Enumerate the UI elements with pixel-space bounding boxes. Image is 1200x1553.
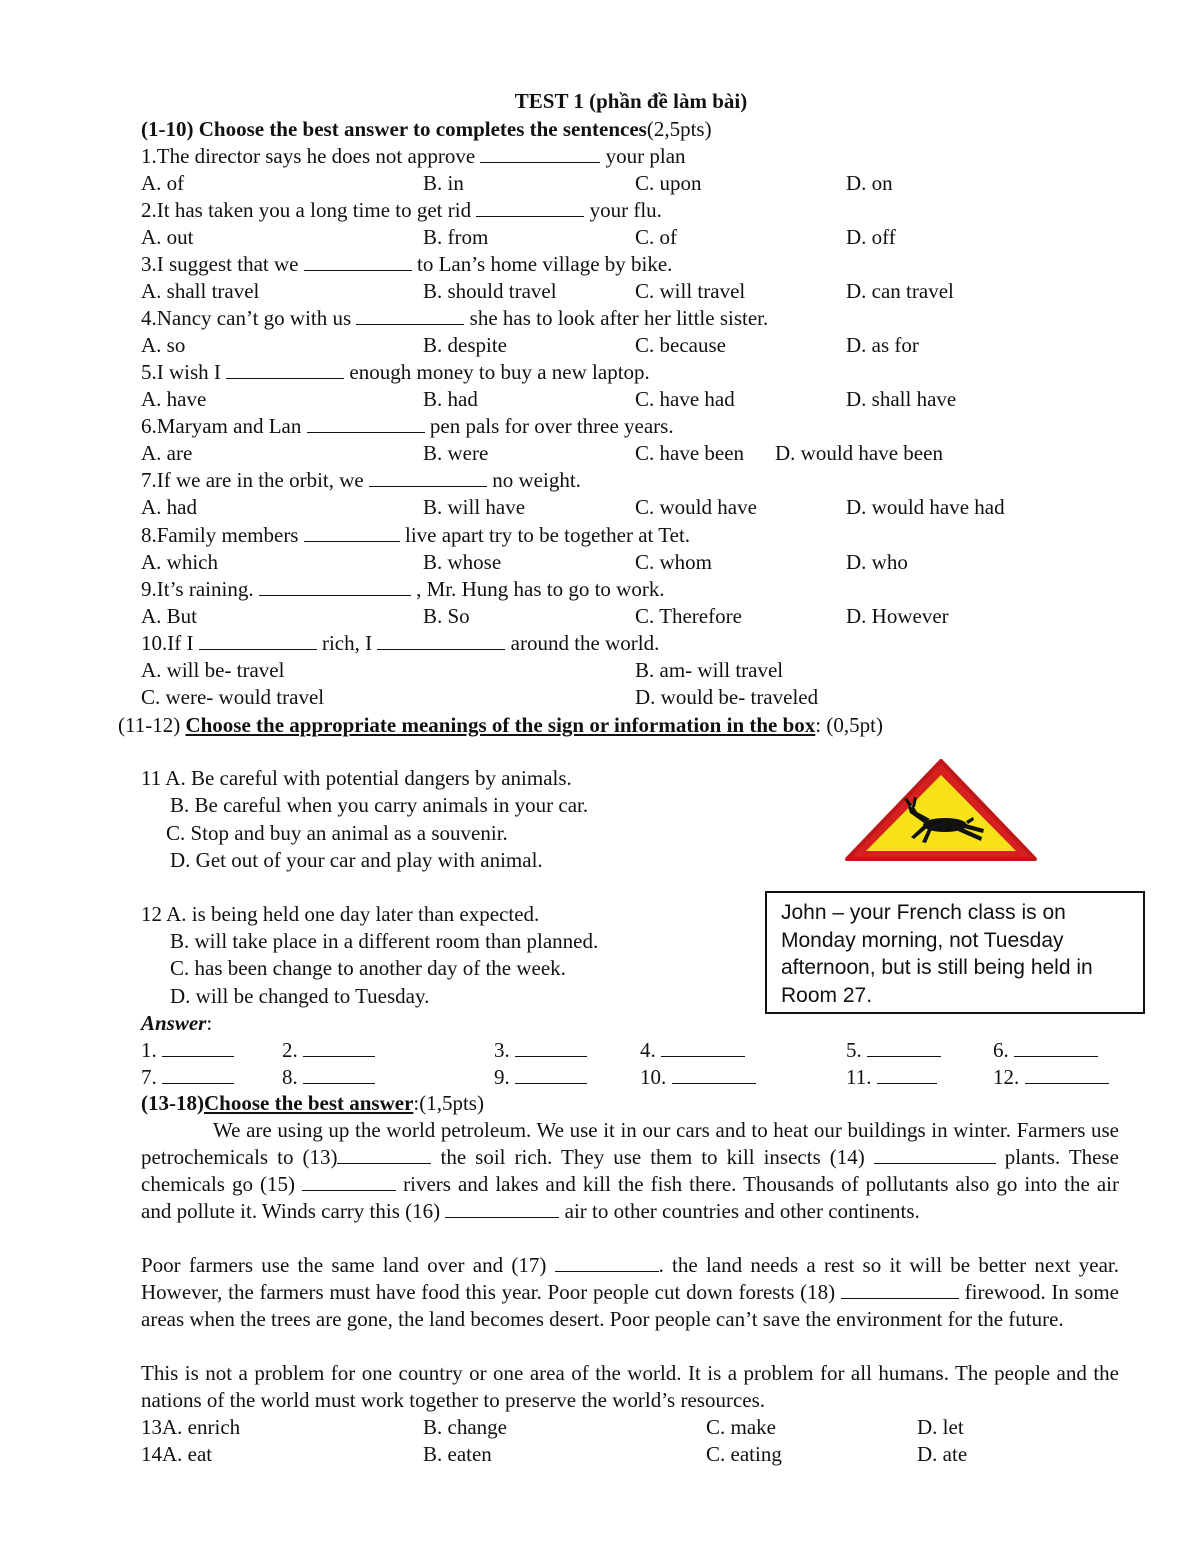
q10-option-a[interactable]: A. will be- travel	[141, 658, 285, 682]
q12-option-a[interactable]: 12 A. is being held one day later than expected.	[141, 902, 540, 926]
notice-box	[765, 891, 1145, 1014]
question-2: 2.It has taken you a long time to get rid your flu.	[141, 198, 662, 222]
q13-option-a[interactable]: 13A. enrich	[141, 1415, 241, 1439]
answer-slot-7[interactable]: 7.	[141, 1064, 234, 1091]
page-title: TEST 1 (phần đề làm bài)	[514, 89, 748, 113]
q6-option-a[interactable]: A. are	[141, 441, 193, 465]
q6-option-b[interactable]: B. were	[423, 441, 489, 465]
notice-line: Monday morning, not Tuesday	[781, 928, 1064, 952]
answer-slot-11[interactable]: 11.	[846, 1064, 937, 1091]
q11-option-a[interactable]: 11 A. Be careful with potential dangers by animals.	[141, 766, 572, 790]
q4-option-d[interactable]: D. as for	[846, 333, 919, 357]
q12-option-d[interactable]: D. will be changed to Tuesday.	[170, 984, 430, 1008]
q14-option-a[interactable]: 14A. eat	[141, 1442, 213, 1466]
q13-option-b[interactable]: B. change	[423, 1415, 507, 1439]
q13-option-d[interactable]: D. let	[917, 1415, 964, 1439]
q3-option-d[interactable]: D. can travel	[846, 279, 954, 303]
section1-heading: (1-10) Choose the best answer to completes the sentences(2,5pts)	[141, 117, 712, 141]
q11-option-b[interactable]: B. Be careful when you carry animals in your car.	[170, 793, 589, 817]
q2-option-d[interactable]: D. off	[846, 225, 896, 249]
answer-slot-4[interactable]: 4.	[640, 1037, 745, 1064]
q5-option-b[interactable]: B. had	[423, 387, 478, 411]
q5-option-c[interactable]: C. have had	[635, 387, 735, 411]
q13-option-c[interactable]: C. make	[706, 1415, 776, 1439]
q9-option-a[interactable]: A. But	[141, 604, 198, 628]
q2-option-b[interactable]: B. from	[423, 225, 489, 249]
answer-label: Answer:	[141, 1011, 213, 1035]
q1-option-a[interactable]: A. of	[141, 171, 185, 195]
q2-option-a[interactable]: A. out	[141, 225, 194, 249]
answer-slot-9[interactable]: 9.	[494, 1064, 587, 1091]
q4-option-a[interactable]: A. so	[141, 333, 186, 357]
q6-option-d[interactable]: D. would have been	[775, 441, 943, 465]
q11-option-d[interactable]: D. Get out of your car and play with animal.	[170, 848, 543, 872]
q8-option-d[interactable]: D. who	[846, 550, 908, 574]
q4-option-b[interactable]: B. despite	[423, 333, 507, 357]
q7-option-d[interactable]: D. would have had	[846, 495, 1005, 519]
q9-option-b[interactable]: B. So	[423, 604, 470, 628]
notice-line: afternoon, but is still being held in	[781, 956, 1093, 979]
q11-option-c[interactable]: C. Stop and buy an animal as a souvenir.	[166, 821, 508, 845]
q10-option-d[interactable]: D. would be- traveled	[635, 685, 819, 709]
q14-option-b[interactable]: B. eaten	[423, 1442, 492, 1466]
q7-option-c[interactable]: C. would have	[635, 495, 757, 519]
answer-slot-1[interactable]: 1.	[141, 1037, 234, 1064]
q1-option-c[interactable]: C. upon	[635, 171, 702, 195]
q8-option-b[interactable]: B. whose	[423, 550, 502, 574]
question-6: 6.Maryam and Lan pen pals for over three years.	[141, 414, 674, 438]
q9-option-c[interactable]: C. Therefore	[635, 604, 742, 628]
q10-option-b[interactable]: B. am- will travel	[635, 658, 784, 682]
question-1: 1.The director says he does not approve your plan	[141, 144, 686, 168]
q14-option-c[interactable]: C. eating	[706, 1442, 782, 1466]
q3-option-a[interactable]: A. shall travel	[141, 279, 260, 303]
deer-crossing-sign-icon	[842, 755, 1040, 865]
q1-option-b[interactable]: B. in	[423, 171, 464, 195]
q8-option-a[interactable]: A. which	[141, 550, 218, 574]
q12-option-b[interactable]: B. will take place in a different room than planned.	[170, 929, 599, 953]
q10-option-c[interactable]: C. were- would travel	[141, 685, 325, 709]
q7-option-b[interactable]: B. will have	[423, 495, 526, 519]
q5-option-a[interactable]: A. have	[141, 387, 207, 411]
question-8: 8.Family members live apart try to be together at Tet.	[141, 523, 691, 547]
answer-slot-6[interactable]: 6.	[993, 1037, 1098, 1064]
q6-option-c[interactable]: C. have been	[635, 441, 745, 465]
q8-option-c[interactable]: C. whom	[635, 550, 713, 574]
passage-paragraph-2: Poor farmers use the same land over and (17) . the land needs a rest so it will be better next year. However, the farmers must have food this year. Poor people cut down forests (18) firewood. In some areas when the trees are gone, the land becomes desert. Poor people can’t save the environment for the future.	[141, 1253, 1119, 1331]
notice-line: John – your French class is on	[781, 901, 1066, 924]
question-10: 10.If I rich, I around the world.	[141, 631, 660, 655]
q1-option-d[interactable]: D. on	[846, 171, 893, 195]
q12-option-c[interactable]: C. has been change to another day of the week.	[170, 956, 566, 980]
question-9: 9.It’s raining. , Mr. Hung has to go to work.	[141, 577, 665, 601]
answer-slot-8[interactable]: 8.	[282, 1064, 375, 1091]
answer-slot-2[interactable]: 2.	[282, 1037, 375, 1064]
answer-slot-12[interactable]: 12.	[993, 1064, 1109, 1091]
q7-option-a[interactable]: A. had	[141, 495, 197, 519]
q3-option-b[interactable]: B. should travel	[423, 279, 557, 303]
q14-option-d[interactable]: D. ate	[917, 1442, 968, 1466]
q2-option-c[interactable]: C. of	[635, 225, 677, 249]
q9-option-d[interactable]: D. However	[846, 604, 949, 628]
question-4: 4.Nancy can’t go with us she has to look after her little sister.	[141, 306, 769, 330]
q4-option-c[interactable]: C. because	[635, 333, 726, 357]
question-7: 7.If we are in the orbit, we no weight.	[141, 468, 581, 492]
answer-slot-3[interactable]: 3.	[494, 1037, 587, 1064]
q5-option-d[interactable]: D. shall have	[846, 387, 957, 411]
answer-slot-5[interactable]: 5.	[846, 1037, 941, 1064]
passage-paragraph-3: This is not a problem for one country or one area of the world. It is a problem for all humans. The people and the nations of the world must work together to preserve the world’s resources.	[141, 1361, 1119, 1412]
question-3: 3.I suggest that we to Lan’s home village by bike.	[141, 252, 673, 276]
notice-line: Room 27.	[781, 983, 873, 1007]
passage-paragraph-1: We are using up the world petroleum. We use it in our cars and to heat our buildings in winter. Farmers use petrochemicals to (13) the soil rich. They use them to kill insects (14) plants. These chemicals go (15) rivers and lakes and kill the fish there. Thousands of pollutants also go into the air and pollute it. Winds carry this (16) air to other countries and other continents.	[141, 1118, 1119, 1223]
answer-slot-10[interactable]: 10.	[640, 1064, 756, 1091]
question-5: 5.I wish I enough money to buy a new laptop.	[141, 360, 650, 384]
q3-option-c[interactable]: C. will travel	[635, 279, 746, 303]
section3-heading: (13-18)Choose the best answer:(1,5pts)	[141, 1091, 484, 1115]
section2-heading: (11-12) Choose the appropriate meanings of the sign or information in the box: (0,5pt)	[118, 713, 883, 737]
